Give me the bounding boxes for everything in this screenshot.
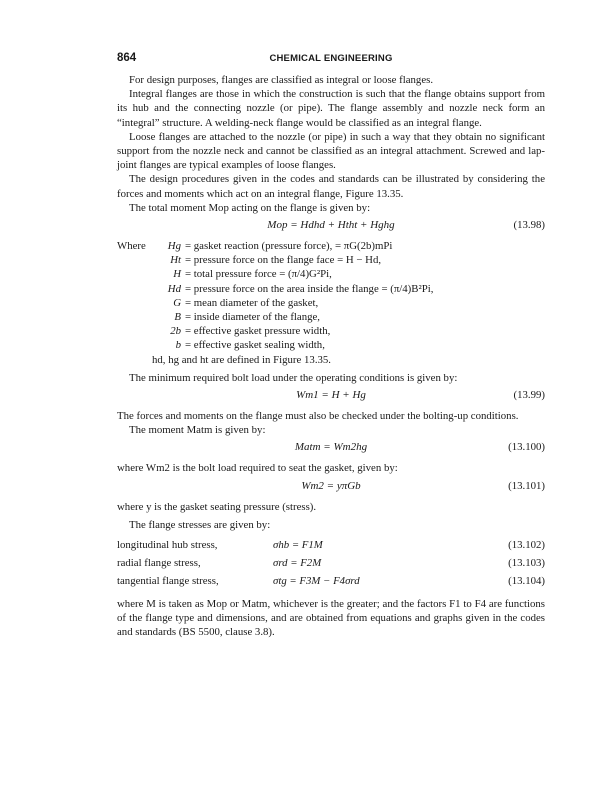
stress-row — [117, 539, 545, 554]
where-row — [117, 296, 545, 310]
where-symbol: G — [173, 296, 181, 309]
where-definition: = gasket reaction (pressure force), = πG(2b)mPi — [185, 240, 393, 253]
stress-label: tangential flange stress, — [117, 574, 219, 587]
where-symbol: Ht — [170, 254, 181, 267]
where-definition: = total pressure force = (π/4)G²Pi, — [185, 268, 332, 281]
equation-expr: Mop = Hdhd + Htht + Hghg — [267, 219, 395, 232]
where-definition: = effective gasket sealing width, — [185, 339, 325, 352]
where-symbol: b — [175, 339, 181, 352]
where-symbol: Hg — [167, 240, 181, 253]
page — [117, 52, 545, 640]
equation-number: (13.103) — [508, 556, 545, 569]
stress-row — [117, 575, 545, 590]
where-note-row — [117, 353, 545, 367]
where-row — [117, 324, 545, 338]
equation-number: (13.102) — [508, 538, 545, 551]
paragraph-1: For design purposes, flanges are classified as integral or loose flanges. — [129, 74, 434, 86]
stress-row — [117, 557, 545, 572]
where-symbol: Hd — [167, 282, 181, 295]
where-row — [117, 253, 545, 267]
paragraph-3: Loose flanges are attached to the nozzle (or pipe) in such a way that they obtain no significant support from the nozzle neck and cannot be classified as an integral attachment. Screwed and lap-joint flanges are typical examples of loose flanges. — [117, 130, 545, 172]
running-title: CHEMICAL ENGINEERING — [269, 53, 393, 64]
where-lead: Where — [117, 240, 146, 253]
paragraph-8: The moment Matm is given by: — [129, 424, 266, 437]
where-definition: = pressure force on the flange face = H − Hd, — [185, 254, 382, 267]
paragraph-2: Integral flanges are those in which the construction is such that the flange obtains support from its hub and the connecting nozzle (or pipe). The flange assembly and nozzle neck form an “integral” structure. A welding-neck flange would be classified as an integral flange. — [117, 88, 545, 129]
paragraph-5: The total moment Mop acting on the flange is given by: — [129, 201, 371, 214]
equation-number: (13.101) — [508, 479, 545, 492]
where-row — [117, 282, 545, 296]
where-definition: = effective gasket pressure width, — [185, 325, 331, 338]
equation-expr: Matm = Wm2hg — [294, 441, 368, 454]
paragraph-4: The design procedures given in the codes and standards can be illustrated by considering the forces and moments which act on an integral flange, Figure 13.35. — [117, 173, 545, 200]
paragraph-12: where M is taken as Mop or Matm, whichever is the greater; and the factors F1 to F4 are functions of the flange type and dimensions, and are obtained from equations and graphs given in the codes and standards (BS 5500, clause 3.8). — [117, 597, 545, 639]
where-row — [117, 267, 545, 281]
where-note: hd, hg and ht are defined in Figure 13.35. — [152, 353, 332, 366]
paragraph-6: The minimum required bolt load under the operating conditions is given by: — [129, 371, 458, 384]
equation-expr: Wm1 = H + Hg — [296, 388, 366, 401]
stress-expr: σtg = F3M − F4σrd — [273, 574, 360, 587]
stress-label: longitudinal hub stress, — [117, 538, 218, 551]
stress-expr: σhb = F1M — [273, 538, 323, 551]
where-symbol: H — [173, 268, 181, 281]
equation-13-99 — [117, 389, 545, 404]
equation-number: (13.99) — [513, 388, 545, 401]
equation-number: (13.98) — [513, 219, 545, 232]
page-number: 864 — [117, 52, 137, 64]
stress-expr: σrd = F2M — [273, 556, 322, 569]
paragraph-7: The forces and moments on the flange must also be checked under the bolting-up conditions. — [117, 409, 519, 422]
where-definition: = mean diameter of the gasket, — [185, 296, 319, 309]
equation-13-100 — [117, 441, 545, 456]
where-definition: = inside diameter of the flange, — [185, 310, 321, 323]
where-row — [117, 310, 545, 324]
where-row — [117, 239, 545, 253]
equation-13-101 — [117, 480, 545, 495]
equation-number: (13.104) — [508, 574, 545, 587]
equation-expr: Wm2 = yπGb — [301, 479, 361, 492]
where-list — [117, 239, 545, 367]
paragraph-9: where Wm2 is the bolt load required to seat the gasket, given by: — [117, 462, 398, 475]
page-header — [117, 52, 545, 66]
where-definition: = pressure force on the area inside the flange = (π/4)B²Pi, — [185, 282, 434, 295]
paragraph-10: where y is the gasket seating pressure (stress). — [117, 500, 317, 513]
where-symbol: B — [174, 310, 181, 323]
equation-13-98 — [117, 219, 545, 234]
paragraph-11: The flange stresses are given by: — [129, 518, 271, 531]
where-symbol: 2b — [170, 325, 181, 338]
stress-label: radial flange stress, — [117, 556, 201, 569]
equation-number: (13.100) — [508, 441, 545, 454]
where-row — [117, 338, 545, 352]
